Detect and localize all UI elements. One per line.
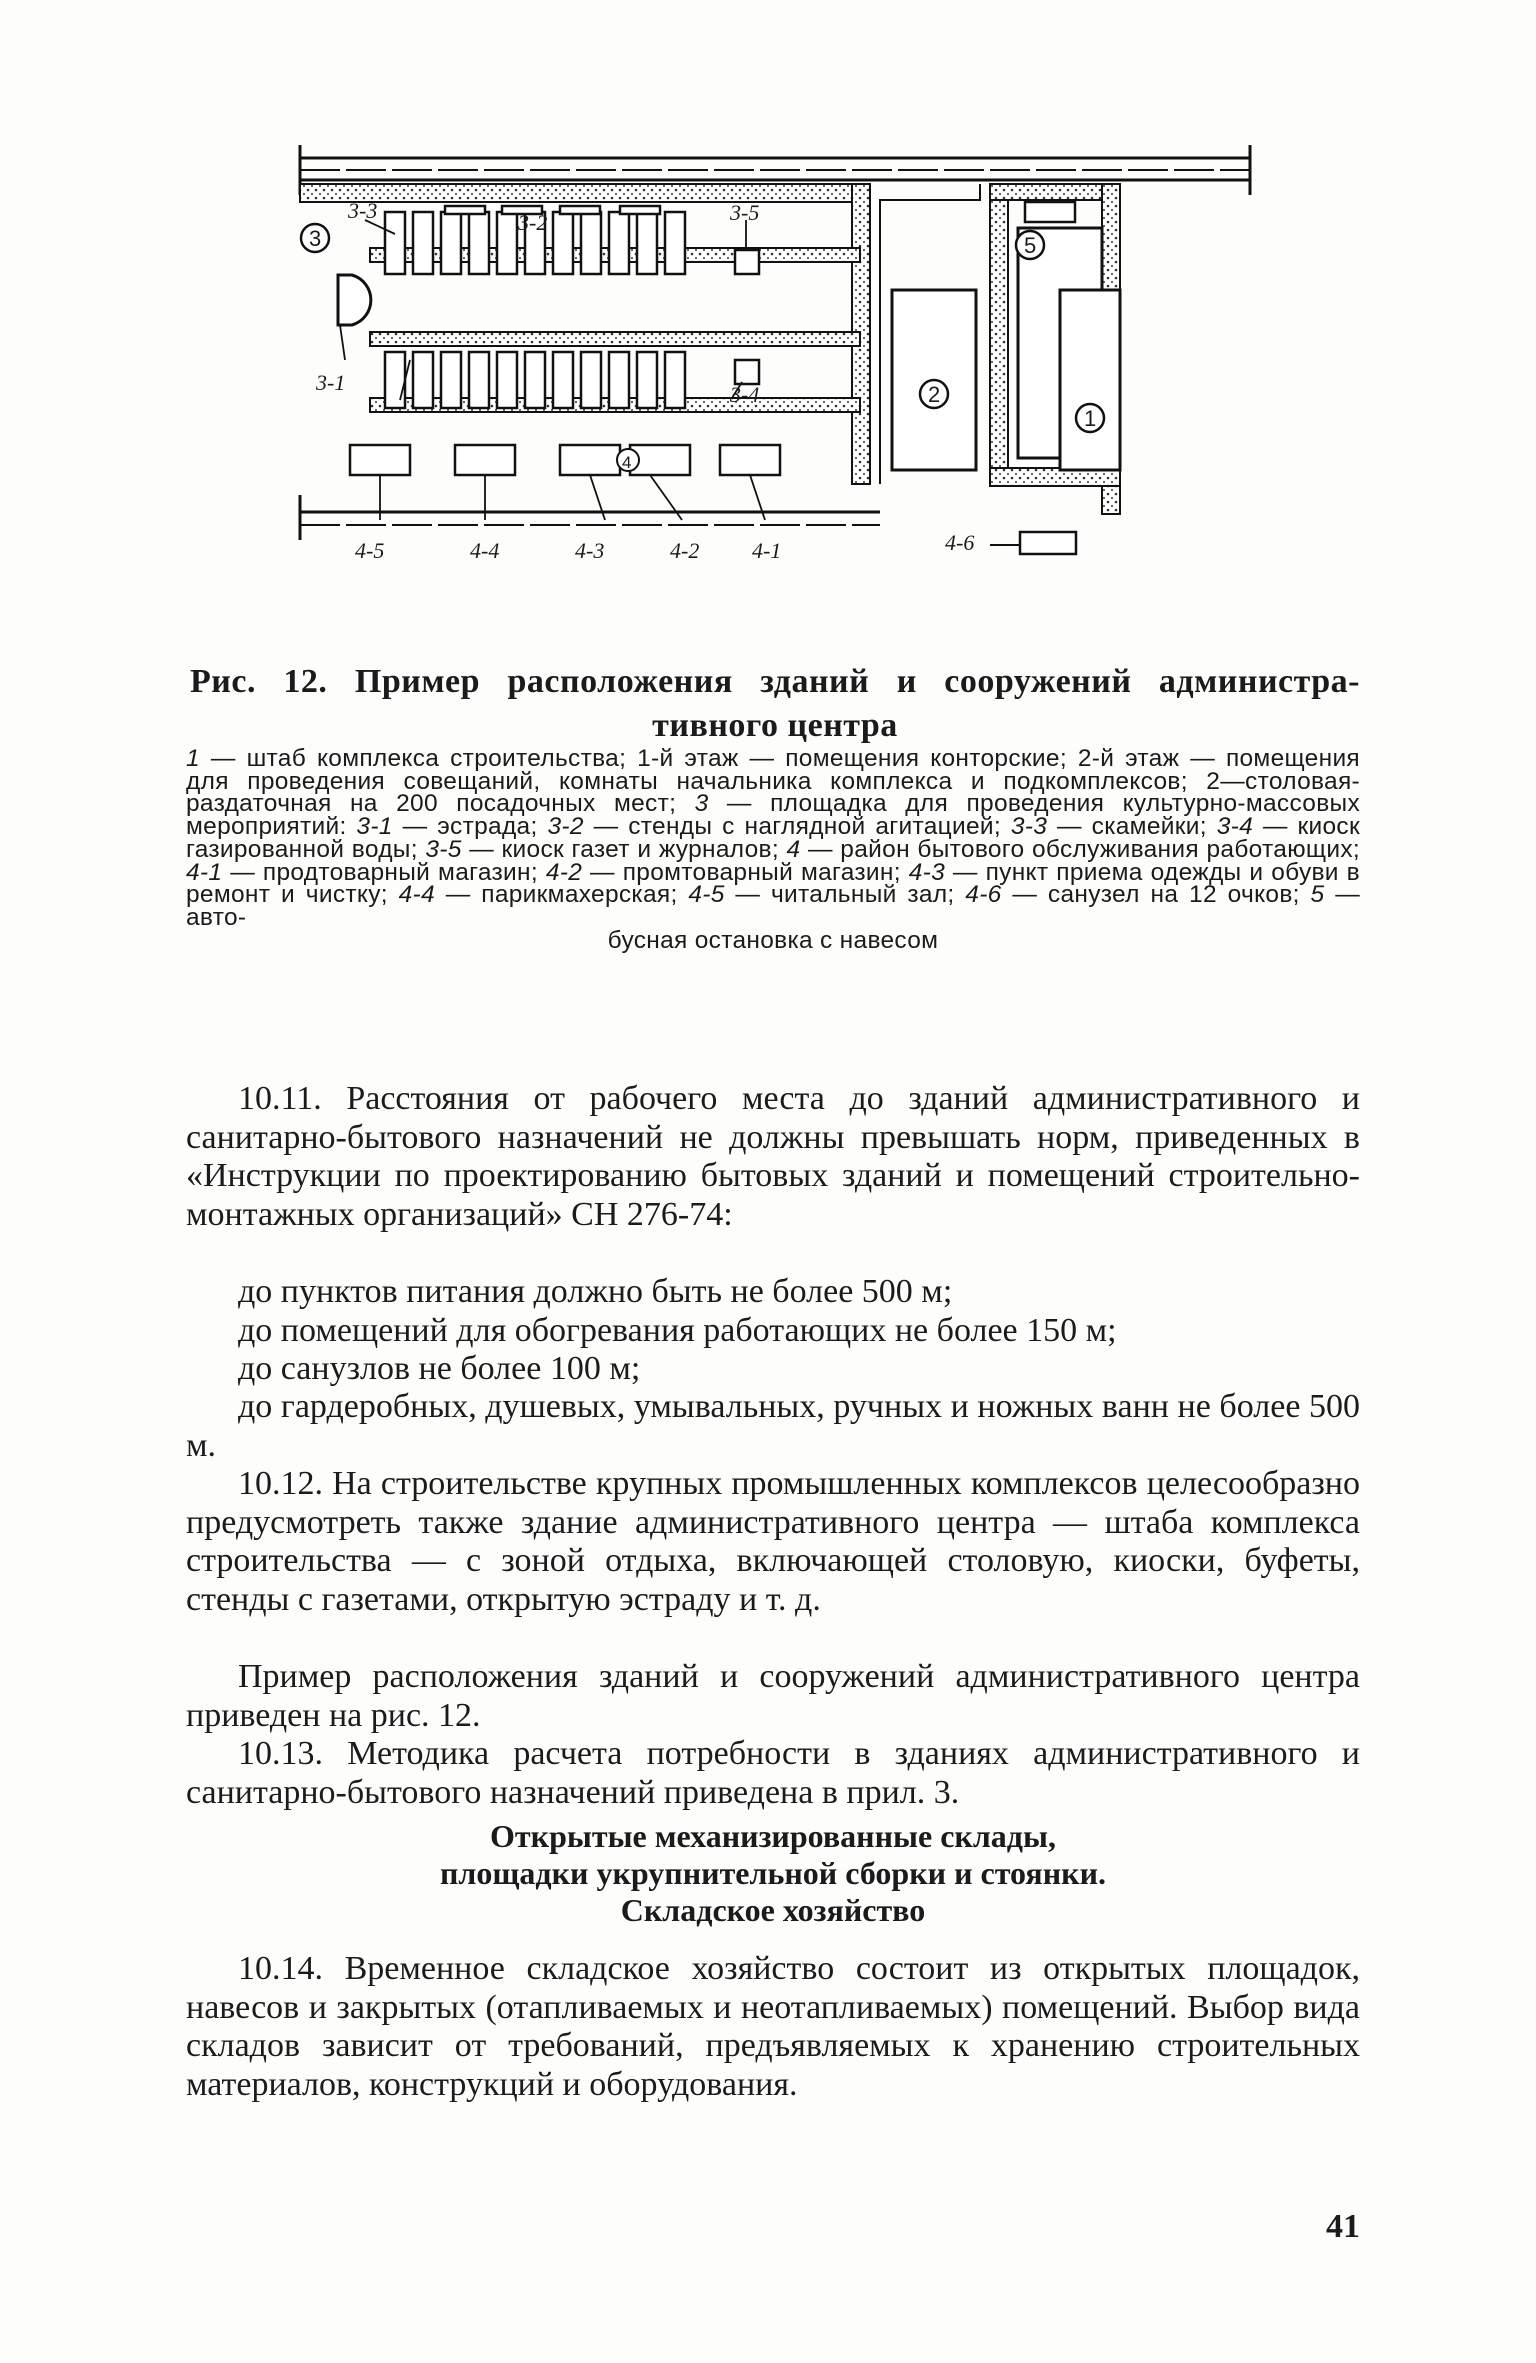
legend-body <box>186 745 1360 931</box>
legend-text: — штаб комплекса строительства; 1-й этаж — помещения конторские; 2-й этаж — помещения для проведения совещаний, комнаты начальника комплекса и подкомплексов; 2—столовая-раздаточная на 200 посадочных мест; <box>186 745 1360 818</box>
section-heading-line-1: Открытые механизированные склады, <box>490 1818 1056 1854</box>
legend-text: — санузел на 12 очков; <box>1001 881 1311 909</box>
site-plan-figure <box>290 140 1270 620</box>
distance-list <box>186 1273 1360 1389</box>
legend-text: — эстрада; <box>392 813 548 841</box>
legend-text: — киоск газированной воды; <box>186 813 1361 863</box>
legend-code: 3-2 <box>547 813 584 841</box>
figure-caption-title <box>190 660 1360 748</box>
circle-label-5: 5 <box>1024 233 1037 258</box>
label-4-3: 4-3 <box>575 538 605 563</box>
legend-text: — район бытового обслуживания работающих; <box>800 835 1360 863</box>
section-heading <box>186 1818 1360 1929</box>
label-3-4: 3-4 <box>730 382 760 407</box>
legend-last-line: бусная остановка с навесом <box>607 926 939 954</box>
legend-text: — авто- <box>186 881 1360 931</box>
caption-title-line-2: тивного центра <box>652 707 898 744</box>
legend-text: — читальный зал; <box>724 881 966 909</box>
legend-code: 4-1 <box>186 858 223 886</box>
label-4-5: 4-5 <box>355 538 385 563</box>
paragraph-10-14: 10.14. Временное складское хозяйство состоит из открытых площадок, навесов и закрытых (отапливаемых и неотапливаемых) помещений. Выбор вида складов зависит от требований, предъявляемых к хранению строительных материалов, конструкций и оборудования. <box>186 1950 1360 2103</box>
label-3-5: 3-5 <box>730 200 760 225</box>
legend-text: — промтоварный магазин; <box>582 858 909 886</box>
legend-code: 1 <box>186 745 200 772</box>
legend-code: 3-3 <box>1010 813 1048 841</box>
legend-text: — площадка для проведения культурно-массовых мероприятий: <box>186 790 1360 841</box>
caption-title-line-1: Рис. 12. Пример расположения зданий и сооружений администра- <box>190 663 1360 700</box>
legend-text: — скамейки; <box>1047 813 1217 841</box>
legend-code: 3 <box>694 790 709 818</box>
legend-text: — киоск газет и журналов; <box>461 835 787 863</box>
circle-label-3: 3 <box>309 226 322 251</box>
label-4-1: 4-1 <box>752 538 782 563</box>
paragraph-10-12: 10.12. На строительстве крупных промышленных комплексов целесообразно предусмотреть также здание административного центра — штаба комплекса строительства — с зоной отдыха, включающей столовую, киоски, буфеты, стенды с газетами, открытую эстраду и т. д. <box>186 1465 1360 1618</box>
legend-text: — продтоварный магазин; <box>222 858 546 886</box>
circle-label-1: 1 <box>1084 406 1097 431</box>
legend-code: 3-5 <box>425 835 462 863</box>
circle-label-4: 4 <box>622 453 632 472</box>
list-item-last: до гардеробных, душевых, умывальных, ручных и ножных ванн не более 500 м. <box>186 1388 1360 1464</box>
label-4-6: 4-6 <box>945 530 975 555</box>
legend-code: 4-3 <box>908 858 946 886</box>
label-3-3: 3-3 <box>348 198 378 223</box>
bus-stop-5 <box>1025 202 1075 222</box>
legend-code: 3-1 <box>356 813 393 841</box>
label-4-4: 4-4 <box>470 538 500 563</box>
kiosk-3-4 <box>735 360 759 384</box>
legend-code: 4-5 <box>688 881 725 909</box>
site-plan-drawing <box>290 140 1270 620</box>
section-heading-line-2: площадки укрупнительной сборки и стоянки. <box>439 1855 1107 1891</box>
benches-row-bottom <box>385 352 685 408</box>
label-3-2: 3-2 <box>518 210 548 235</box>
stage-3-1 <box>338 275 371 325</box>
page-number: 41 <box>1326 2208 1360 2245</box>
label-3-1: 3-1 <box>316 370 346 395</box>
legend-code: 3-4 <box>1216 813 1254 841</box>
legend-code: 5 <box>1310 881 1325 909</box>
circle-label-2: 2 <box>928 382 941 407</box>
list-item: до помещений для обогревания работающих не более 150 м; <box>238 1311 1117 1349</box>
legend-text: — пункт приема одежды и обуви в ремонт и чистку; <box>186 858 1360 909</box>
legend-code: 4-4 <box>398 881 435 909</box>
label-4-2: 4-2 <box>670 538 700 563</box>
legend-text: — парикмахерская; <box>434 881 689 909</box>
paragraph-figure-reference: Пример расположения зданий и сооружений административного центра приведен на рис. 12. <box>186 1658 1360 1734</box>
section-heading-line-3: Складское хозяйство <box>620 1892 926 1928</box>
kiosk-3-5 <box>735 250 759 274</box>
toilet-4-6 <box>1020 532 1076 554</box>
figure-legend <box>186 745 1361 954</box>
paragraph-10-11: 10.11. Расстояния от рабочего места до зданий административного и санитарно-бытового назначений не должны превышать норм, приведенных в «Инструкции по проектированию бытовых зданий и помещений строительно-монтажных организаций» СН 276-74: <box>186 1080 1360 1233</box>
legend-text: — стенды с наглядной агитацией; <box>583 813 1011 841</box>
legend-code: 4-6 <box>965 881 1002 909</box>
legend-code: 4-2 <box>545 858 583 886</box>
legend-code: 4 <box>786 835 801 863</box>
paragraph-10-13: 10.13. Методика расчета потребности в зданиях административного и санитарно-бытового назначений приведена в прил. 3. <box>186 1735 1360 1811</box>
building-1-headquarters-main <box>1060 290 1120 470</box>
list-item: до пунктов питания должно быть не более 500 м; <box>238 1273 953 1310</box>
service-buildings <box>350 445 780 475</box>
list-item: до санузлов не более 100 м; <box>238 1350 641 1387</box>
bottom-road <box>300 495 880 540</box>
